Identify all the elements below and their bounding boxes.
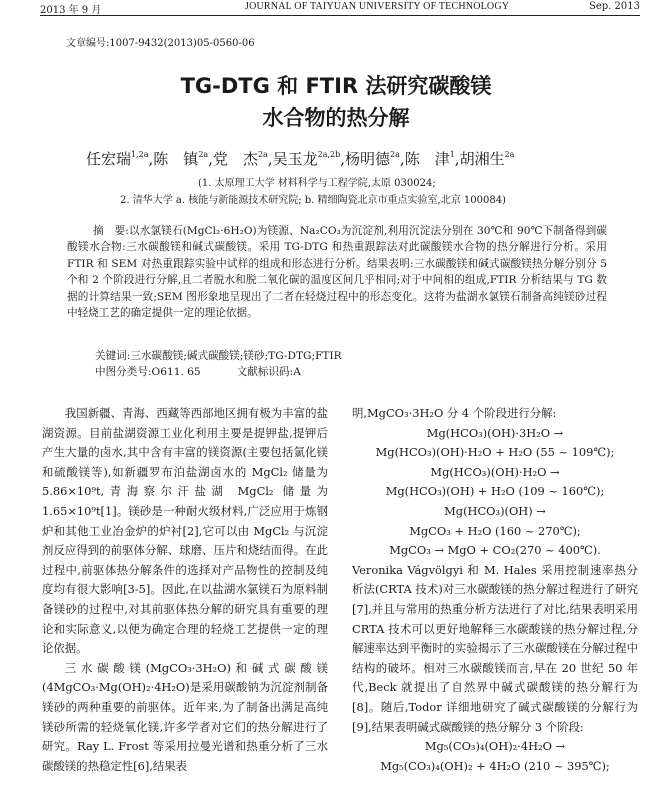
header-rule <box>40 15 640 16</box>
author-affil-mark: 2a <box>504 150 515 159</box>
author-affil-mark: 1 <box>449 150 455 159</box>
right-column <box>352 404 638 776</box>
author-list: 任宏瑞$^{1,2a}$,陈 镇$^{2a}$,党 杰$^{2a}$,吴玉龙$^{2a,2b}$,杨明德$^{2a}$,陈 津$^1$,胡湘生$^{2a}$ <box>86 150 515 168</box>
classification-line <box>95 364 301 379</box>
clc-number: 中图分类号:O611. 65 <box>95 366 201 378</box>
paragraph: 我国新疆、青海、西藏等西部地区拥有极为丰富的盐湖资源。目前盐湖资源工业化利用主要是提钾盐,提钾后产生大量的卤水,其中含有丰富的镁资源(主要包括氯化镁和硫酸镁等),如新疆罗布泊盐湖卤水的 MgCl₂ 储量为 5.86×10⁹t,青海察尔汗盐湖 MgCl₂ 储量为 1.65×10⁹t[1]。镁砂是一种耐火级材料,广泛应用于炼钢炉和其他工业冶金炉的炉衬[2],它可以由 MgCl₂ 与沉淀剂反应得到的前驱体分解、球磨、压片和烧结而得。在此过程中,前驱体热分解条件的选择对产品物性的控制及纯度均有很大影响[3-5]。因此,在以盐湖水氯镁石为原料制备镁砂的过程中,对其前驱体热分解的研究具有重要的理论和实际意义,以便为确定合理的轻烧工艺提供一定的理论依据。 <box>42 406 328 656</box>
author-name: 胡湘生 <box>459 150 505 168</box>
author-name: 吴玉龙 <box>272 150 318 168</box>
author-name: 陈 津 <box>404 150 450 168</box>
equation-line: Mg(HCO₃)(OH) → <box>444 503 546 518</box>
issue-date: 2013 年 9 月 <box>40 5 102 16</box>
author-name: 陈 镇 <box>153 150 199 168</box>
author-affil-mark: 2a,2b <box>317 150 341 159</box>
author-name: 杨明德 <box>345 150 391 168</box>
abstract-label: 摘 要: <box>93 225 129 237</box>
title-line-2: 水合物的热分解 <box>262 106 410 130</box>
keywords: 关键词:三水碳酸镁;碱式碳酸镁;镁砂;TG-DTG;FTIR <box>95 350 342 362</box>
author-name: 党 杰 <box>212 150 258 168</box>
author-affil-mark: 1,2a <box>131 150 149 159</box>
equation-line: Mg₅(CO₃)₄(OH)₂·4H₂O → <box>424 739 566 754</box>
equation-line: Mg(HCO₃)(OH)·3H₂O → <box>426 425 564 440</box>
article-number: 文章编号:1007-9432(2013)05-0560-06 <box>66 38 255 49</box>
equation-line: Mg(HCO₃)(OH)·H₂O → <box>430 464 560 479</box>
paragraph: Veronika Vágvölgyi 和 M. Hales 采用控制速率热分析法(CRTA 技术)对三水碳酸镁的热分解过程进行了研究[7],并且与常用的热重分析方法进行了对比,结果表明采用 CRTA 技术可以更好地解释三水碳酸镁的热分解过程,分解速率达到平衡时的实验揭示了三水碳酸镁在分解过程中结构的破坏。相对三水碳酸镁而言,早在 20 世纪 50 年代,Beck 就提出了自然界中碱式碳酸镁的热分解行为[8]。随后,Todor 详细地研究了碱式碳酸镁的分解行为[9],结果表明碱式碳酸镁的热分解分 3 个阶段: <box>352 562 638 734</box>
author-affil-mark: 2a <box>198 150 209 159</box>
affiliation-1: (1. 太原理工大学 材料科学与工程学院,太原 030024; <box>198 178 436 189</box>
equation-line: Mg(HCO₃)(OH) + H₂O (109 ~ 160℃); <box>385 484 605 499</box>
author-affil-mark: 2a <box>390 150 400 159</box>
title-line-1: TG-DTG 和 FTIR 法研究碳酸镁 <box>180 74 492 98</box>
author-name: 任宏瑞 <box>86 150 132 168</box>
equation-line: Mg(HCO₃)(OH)·H₂O + H₂O (55 ~ 109℃); <box>375 445 615 460</box>
document-code: 文献标识码:A <box>236 366 301 378</box>
abstract <box>67 223 607 321</box>
equation-line: Mg₅(CO₃)₄(OH)₂ + 4H₂O (210 ~ 395℃); <box>380 758 610 773</box>
left-column <box>42 404 328 776</box>
paragraph: 三水碳酸镁(MgCO₃·3H₂O)和碱式碳酸镁(4MgCO₃·Mg(OH)₂·4H₂O)是采用碳酸钠为沉淀剂制备镁砂的两种重要的前驱体。近年来,为了制备出满足高纯镁砂所需的轻烧氧化镁,许多学者对它们的热分解进行了研究。Ray L. Frost 等采用拉曼光谱和热重分析了三水碳酸镁的热稳定性[6],结果表 <box>42 660 328 773</box>
author-affil-mark: 2a <box>257 150 268 159</box>
equation-line: MgCO₃ + H₂O (160 ~ 270℃); <box>409 523 581 538</box>
abstract-text: 以水氯镁石(MgCl₂·6H₂O)为镁源、Na₂CO₃为沉淀剂,利用沉淀法分别在 30℃和 90℃下制备得到碳酸镁水合物:三水碳酸镁和碱式碳酸镁。采用 TG-DTG 和热重跟踪法对此碳酸镁水合物的热分解进行分析。采用 FTIR 和 SEM 对热重跟踪实验中试样的组成和形态进行分析。结果表明:三水碳酸镁和碱式碳酸镁热分解分别分 5 个和 2 个阶段进行分解,且二者脱水和脱二氧化碳的温度区间几乎相同;对于中间相的组成,FTIR 分析结果与 TG 数据的计算结果一致;SEM 图形象地呈现出了二者在轻烧过程中的形态变化。这将为盐湖水氯镁石制备高纯镁砂过程中轻烧工艺的确定提供一定的理论依据。 <box>67 225 607 320</box>
affiliation-2: 2. 清华大学 a. 核能与新能源技术研究院; b. 精细陶瓷北京市重点实验室,北京 100084) <box>120 195 506 206</box>
journal-name: JOURNAL OF TAIYUAN UNIVERSITY OF TECHNOLOGY <box>245 1 510 12</box>
paragraph: 明,MgCO₃·3H₂O 分 4 个阶段进行分解: <box>352 406 557 420</box>
issue-date-en: Sep. 2013 <box>589 1 640 12</box>
equation-line: MgCO₃ → MgO + CO₂(270 ~ 400℃). <box>389 543 601 558</box>
running-header <box>40 0 640 15</box>
